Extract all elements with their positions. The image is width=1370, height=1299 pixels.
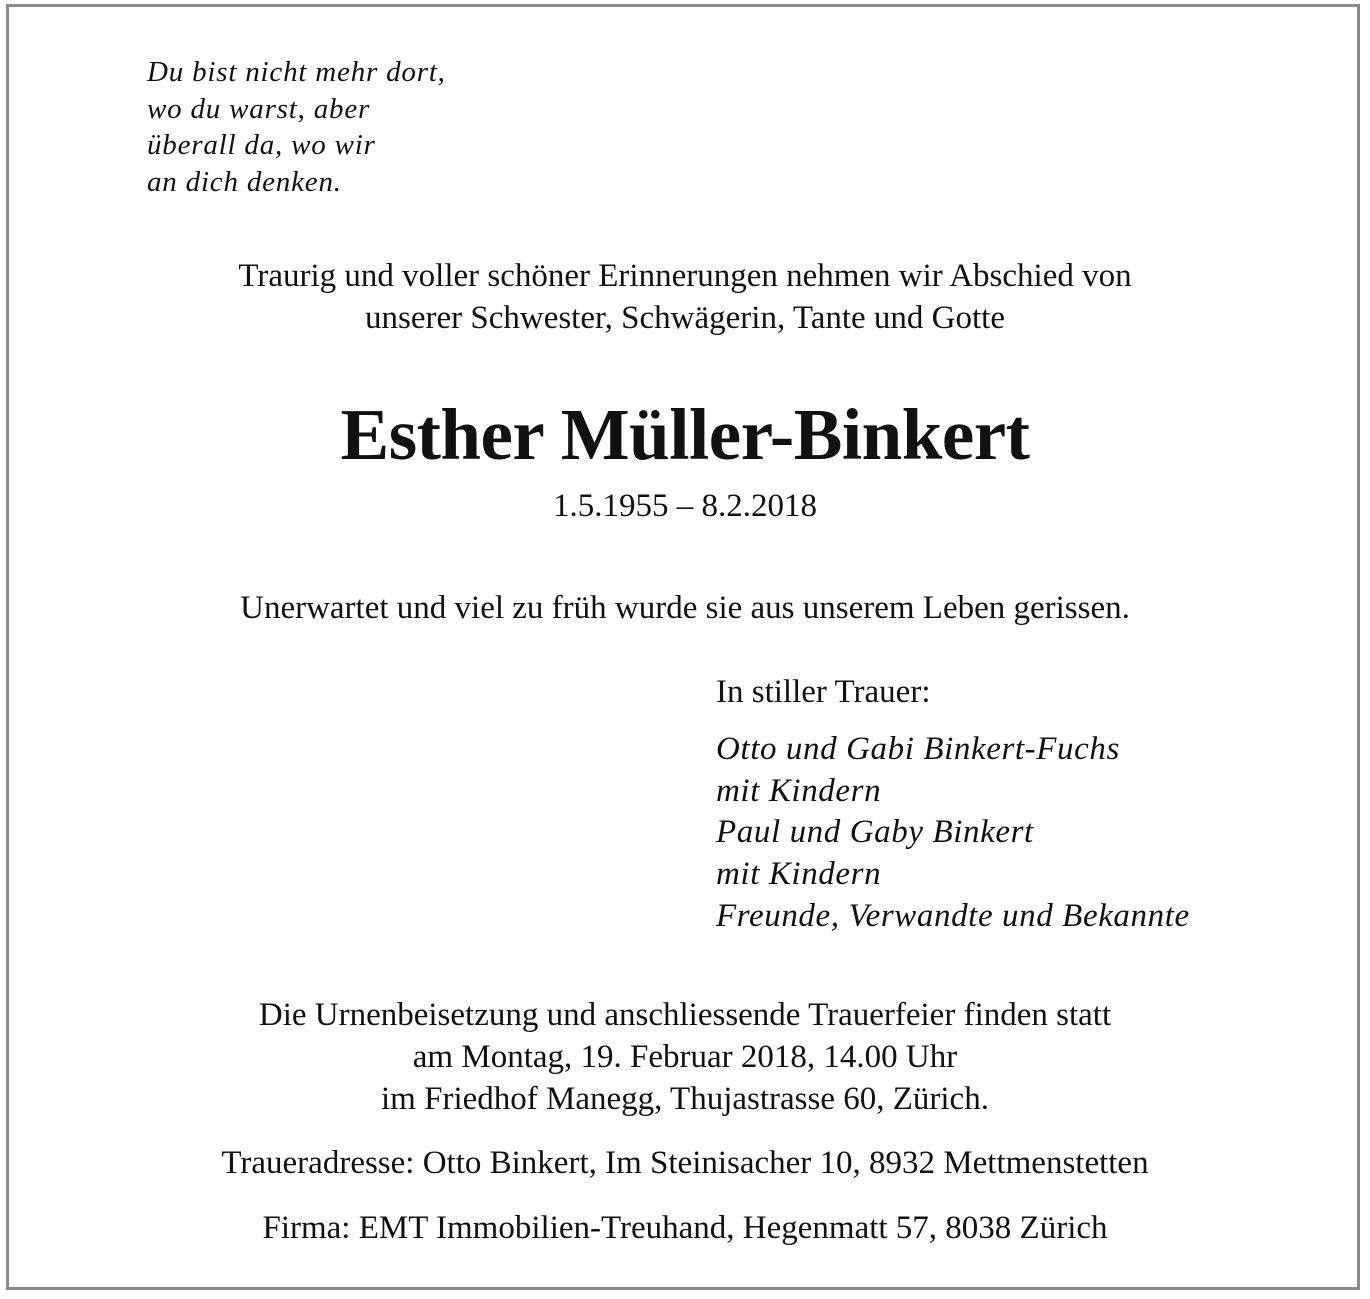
intro-line: Traurig und voller schöner Erinnerungen nehmen wir Abschied von xyxy=(238,258,1132,294)
poem-line: an dich denken. xyxy=(147,165,342,198)
intro-line: unserer Schwester, Schwägerin, Tante und Gotte xyxy=(365,300,1005,336)
mourner-line: Paul und Gaby Binkert xyxy=(716,814,1034,851)
mourner-line: mit Kindern xyxy=(716,856,882,893)
mourner-line: Otto und Gabi Binkert-Fuchs xyxy=(716,731,1120,767)
poem xyxy=(147,54,446,200)
poem-line: überall da, wo wir xyxy=(147,129,376,161)
statement-text: Unerwartet und viel zu früh wurde sie aus unserem Leben gerissen. xyxy=(240,590,1130,626)
intro-text xyxy=(0,255,1370,339)
poem-line: wo du warst, aber xyxy=(147,92,371,125)
company-address: Firma: EMT Immobilien-Treuhand, Hegenmatt 57, 8038 Zürich xyxy=(262,1210,1108,1246)
mourners-list xyxy=(716,729,1190,938)
ceremony-line: am Montag, 19. Februar 2018, 14.00 Uhr xyxy=(412,1039,958,1075)
life-dates: 1.5.1955 – 8.2.2018 xyxy=(553,488,817,524)
ceremony-line: Die Urnenbeisetzung und anschliessende Trauerfeier finden statt xyxy=(258,997,1112,1033)
deceased-name: Esther Müller-Binkert xyxy=(340,394,1030,475)
mourner-line: mit Kindern xyxy=(716,772,882,809)
mourning-address: Traueradresse: Otto Binkert, Im Steinisacher 10, 8932 Mettmenstetten xyxy=(221,1145,1149,1181)
poem-line: Du bist nicht mehr dort, xyxy=(147,56,446,88)
ceremony-info xyxy=(0,994,1370,1120)
mourning-label: In stiller Trauer: xyxy=(716,674,931,710)
mourner-line: Freunde, Verwandte und Bekannte xyxy=(716,897,1190,934)
ceremony-line: im Friedhof Manegg, Thujastrasse 60, Zürich. xyxy=(381,1081,989,1117)
